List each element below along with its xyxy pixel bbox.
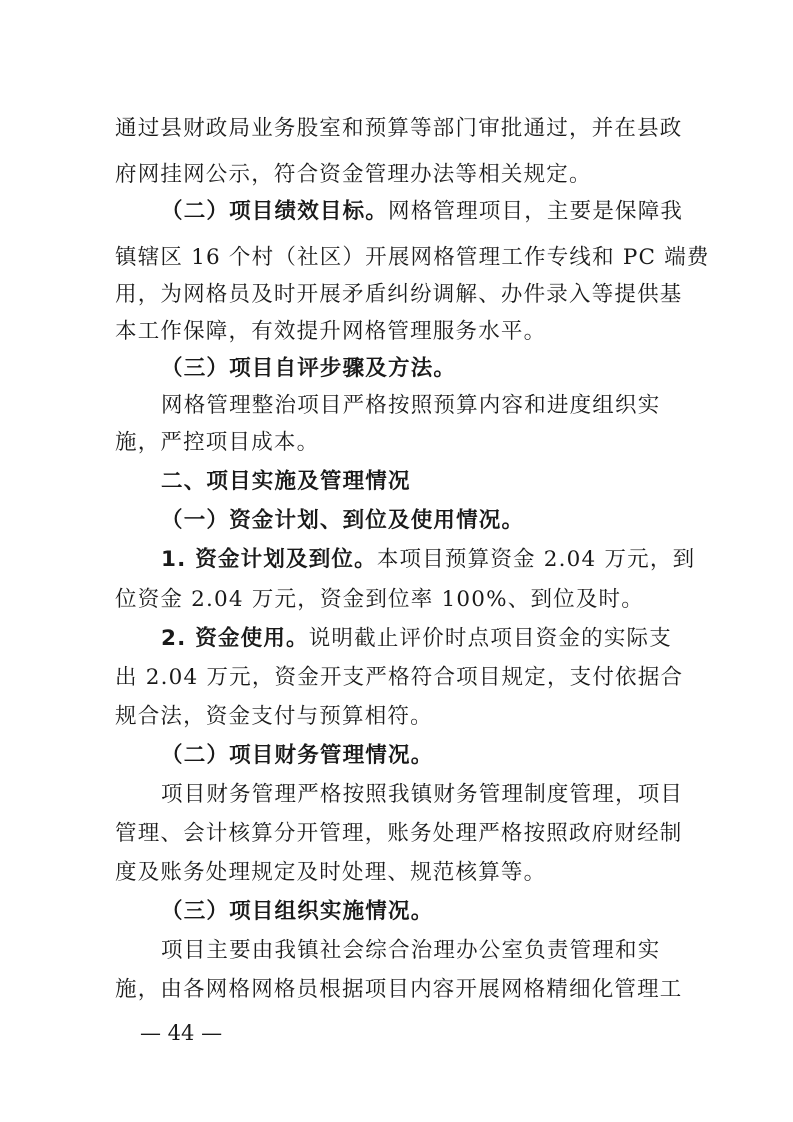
item-heading: 2. 资金使用。 [161,626,309,651]
subsection-heading: （三）项目组织实施情况。 [161,899,434,924]
text-line: 位资金 2.04 万元，资金到位率 100%、到位及时。 [115,587,644,612]
text-line: 施，严控项目成本。 [115,430,320,455]
text-line: （二）项目绩效目标。网格管理项目，主要是保障我 [161,199,684,224]
item-heading: 1. 资金计划及到位。 [161,547,377,572]
text-line: 度及账务处理规定及时处理、规范核算等。 [115,860,547,885]
text-line: 项目主要由我镇社会综合治理办公室负责管理和实 [161,938,661,963]
text-line: 本工作保障，有效提升网格管理服务水平。 [115,319,547,344]
text-line: 施，由各网格网格员根据项目内容开展网格精细化管理工 [115,977,683,1002]
text-line: 通过县财政局业务股室和预算等部门审批通过，并在县政 [115,116,683,141]
subsection-heading: （二）项目绩效目标。 [161,199,389,224]
subsection-heading: （一）资金计划、到位及使用情况。 [161,508,525,533]
subsection-heading: （二）项目财务管理情况。 [161,743,434,768]
page-number: — 44 — [140,1021,223,1045]
text-line: 用，为网格员及时开展矛盾纠纷调解、办件录入等提供基 [115,282,683,307]
section-heading: 二、项目实施及管理情况 [161,469,411,494]
text-line: 2. 资金使用。说明截止评价时点项目资金的实际支 [161,626,672,651]
text-line: 规合法，资金支付与预算相符。 [115,704,433,729]
text-line: 管理、会计核算分开管理，账务处理严格按照政府财经制 [115,821,683,846]
text-line: 府网挂网公示，符合资金管理办法等相关规定。 [115,162,592,187]
text-line: 镇辖区 16 个村（社区）开展网格管理工作专线和 PC 端费 [115,245,710,270]
text-line: 1. 资金计划及到位。本项目预算资金 2.04 万元，到 [161,547,696,572]
text-line: 项目财务管理严格按照我镇财务管理制度管理，项目 [161,782,684,807]
text-line: 网格管理整治项目严格按照预算内容和进度组织实 [161,393,661,418]
subsection-heading: （三）项目自评步骤及方法。 [161,356,457,381]
text-line: 出 2.04 万元，资金开支严格符合项目规定，支付依据合 [115,665,684,690]
